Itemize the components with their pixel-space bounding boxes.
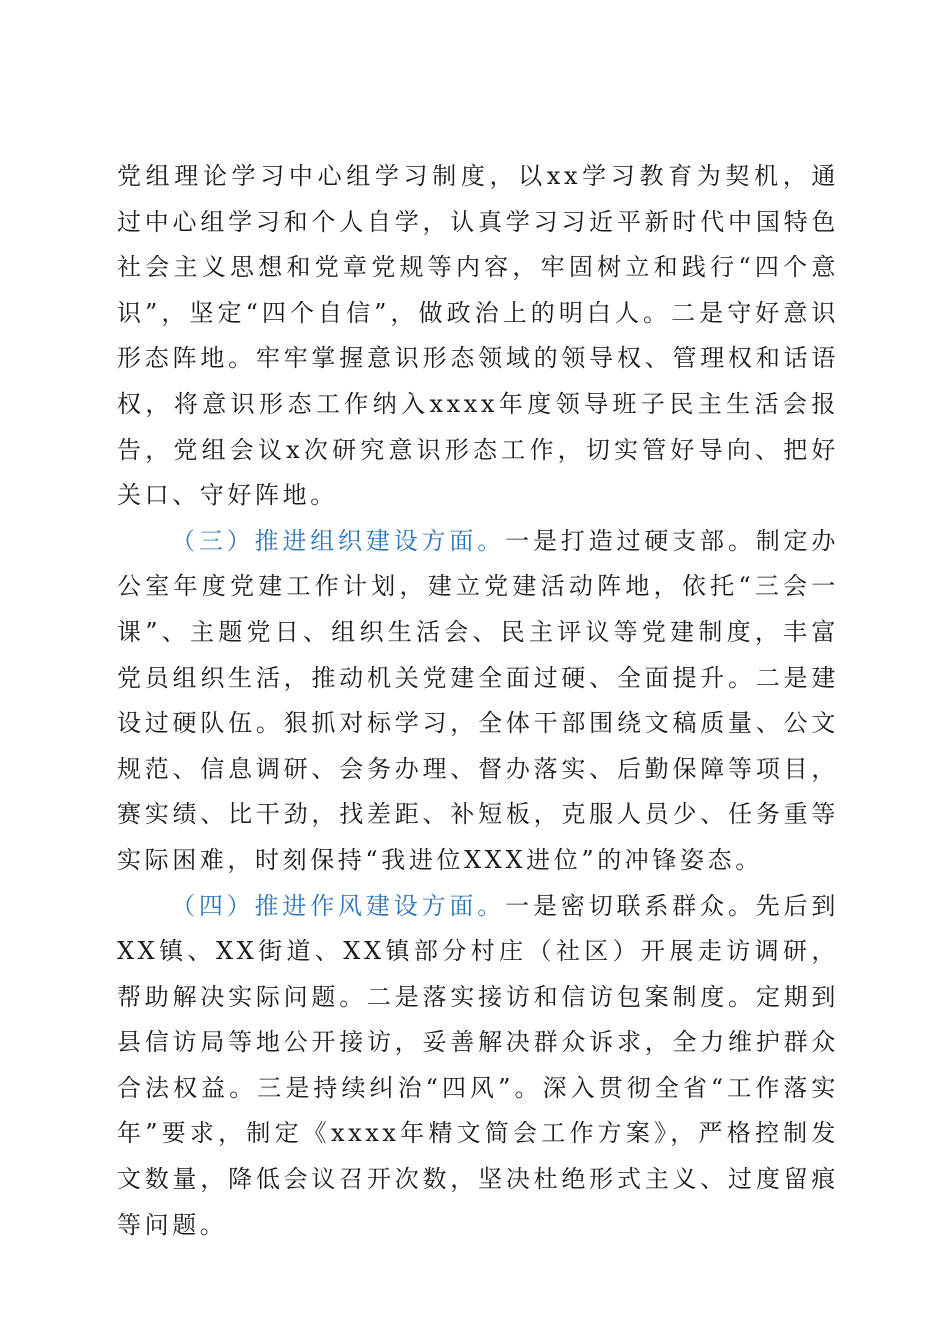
paragraph-3-text: 一是密切联系群众。先后到XX镇、XX街道、XX镇部分村庄（社区）开展走访调研，帮助解决实际问题。二是落实接访和信访包案制度。定期到县信访局等地公开接访，妥善解决群众诉求，全力维护群众合法权益。三是持续纠治“四风”。深入贯彻全省“工作落实年”要求，制定《xxxx年精文简会工作方案》，严格控制发文数量，降低会议召开次数，坚决杜绝形式主义、过度留痕等问题。	[117, 891, 839, 1239]
paragraph-1	[117, 154, 839, 519]
document-body	[117, 154, 839, 1248]
paragraph-1-text: 党组理论学习中心组学习制度，以xx学习教育为契机，通过中心组学习和个人自学，认真学习习近平新时代中国特色社会主义思想和党章党规等内容，牢固树立和践行“四个意识”，坚定“四个自信”，做政治上的明白人。二是守好意识形态阵地。牢牢掌握意识形态领域的领导权、管理权和话语权，将意识形态工作纳入xxxx年度领导班子民主生活会报告，党组会议x次研究意识形态工作，切实管好导向、把好关口、守好阵地。	[117, 162, 839, 510]
section-heading-4: （四）推进作风建设方面。	[171, 891, 506, 920]
section-heading-3: （三）推进组织建设方面。	[171, 526, 506, 555]
paragraph-3	[117, 884, 839, 1249]
paragraph-2-text: 一是打造过硬支部。制定办公室年度党建工作计划，建立党建活动阵地，依托“三会一课”、主题党日、组织生活会、民主评议等党建制度，丰富党员组织生活，推动机关党建全面过硬、全面提升。二是建设过硬队伍。狠抓对标学习，全体干部围绕文稿质量、公文规范、信息调研、会务办理、督办落实、后勤保障等项目，赛实绩、比干劲，找差距、补短板，克服人员少、任务重等实际困难，时刻保持“我进位XXX进位”的冲锋姿态。	[117, 526, 839, 874]
paragraph-2	[117, 519, 839, 884]
